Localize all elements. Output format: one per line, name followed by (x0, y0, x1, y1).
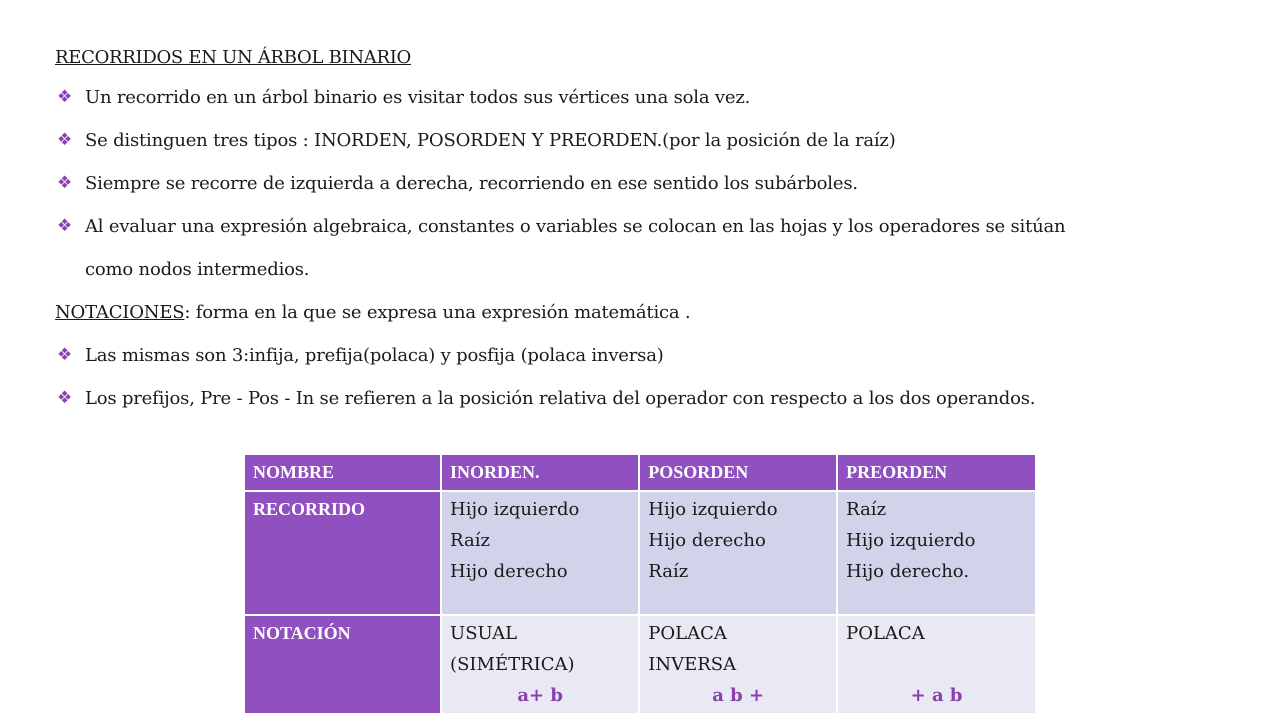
diamond-bullet-icon: ❖ (57, 345, 73, 365)
cell-line: Hijo derecho. (846, 561, 970, 582)
diamond-bullet-icon: ❖ (57, 173, 73, 193)
cell-line: Raíz (846, 499, 887, 520)
bullet-text: Siempre se recorre de izquierda a derecha, recorriendo en ese sentido los subárboles. (85, 173, 858, 194)
diamond-bullet-icon: ❖ (57, 87, 73, 107)
header-cell-posorden: POSORDEN (639, 454, 837, 491)
bullet-item (55, 119, 1255, 162)
cell-notacion-preorden (837, 615, 1036, 714)
table-header-row (244, 454, 1036, 491)
cell-line: Hijo izquierdo (648, 499, 778, 520)
expression-posorden: a b + (712, 685, 765, 706)
cell-line: Hijo izquierdo (846, 530, 976, 551)
cell-line: Hijo derecho (450, 561, 568, 582)
notaciones-label: NOTACIONES (55, 302, 185, 323)
cell-line: INVERSA (648, 654, 737, 675)
expression-inorden: a+ b (517, 685, 563, 706)
expression-preorden: + a b (910, 685, 963, 706)
header-cell-inorden: INORDEN. (441, 454, 639, 491)
diamond-bullet-icon: ❖ (57, 130, 73, 150)
notaciones-text: : forma en la que se expresa una expresión matemática . (184, 302, 691, 323)
bullet-text: Un recorrido en un árbol binario es visitar todos sus vértices una sola vez. (85, 87, 751, 108)
cell-line: Hijo derecho (648, 530, 766, 551)
cell-line: Raíz (648, 561, 689, 582)
cell-recorrido-inorden (441, 491, 639, 615)
traversal-table (243, 453, 1037, 715)
bullet-item (55, 377, 1255, 420)
slide-content (55, 40, 1255, 420)
cell-line: Hijo izquierdo (450, 499, 580, 520)
notaciones-line (55, 291, 1255, 334)
row-label-recorrido: RECORRIDO (244, 491, 441, 615)
cell-recorrido-posorden (639, 491, 837, 615)
cell-notacion-inorden (441, 615, 639, 714)
bullet-text: Las mismas son 3:infija, prefija(polaca) y posfija (polaca inversa) (85, 345, 664, 366)
cell-recorrido-preorden (837, 491, 1036, 615)
bullet-text: Se distinguen tres tipos : INORDEN, POSORDEN Y PREORDEN.(por la posición de la raíz) (85, 130, 896, 151)
bullet-text: como nodos intermedios. (85, 259, 310, 280)
page-title: RECORRIDOS EN UN ÁRBOL BINARIO (55, 47, 411, 68)
cell-line: (SIMÉTRICA) (450, 654, 575, 675)
bullet-item (55, 76, 1255, 119)
bullet-text: Al evaluar una expresión algebraica, constantes o variables se colocan en las hojas y los operadores se sitúan (85, 216, 1066, 237)
bullet-item (55, 334, 1255, 377)
cell-line-empty (846, 649, 1027, 680)
bullet-item (55, 205, 1255, 248)
cell-line: POLACA (846, 623, 925, 644)
row-label-notacion: NOTACIÓN (244, 615, 441, 714)
bullet-text: Los prefijos, Pre - Pos - In se refieren a la posición relativa del operador con respecto a los dos operandos. (85, 388, 1036, 409)
cell-line: Raíz (450, 530, 490, 551)
bullet-item (55, 162, 1255, 205)
header-cell-nombre: NOMBRE (244, 454, 441, 491)
table-row-notacion (244, 615, 1036, 714)
diamond-bullet-icon: ❖ (57, 216, 73, 236)
header-cell-preorden: PREORDEN (837, 454, 1036, 491)
bullet-continuation (55, 248, 1255, 291)
cell-notacion-posorden (639, 615, 837, 714)
cell-line: POLACA (648, 623, 727, 644)
table-row-recorrido (244, 491, 1036, 615)
cell-line: USUAL (450, 623, 518, 644)
diamond-bullet-icon: ❖ (57, 388, 73, 408)
